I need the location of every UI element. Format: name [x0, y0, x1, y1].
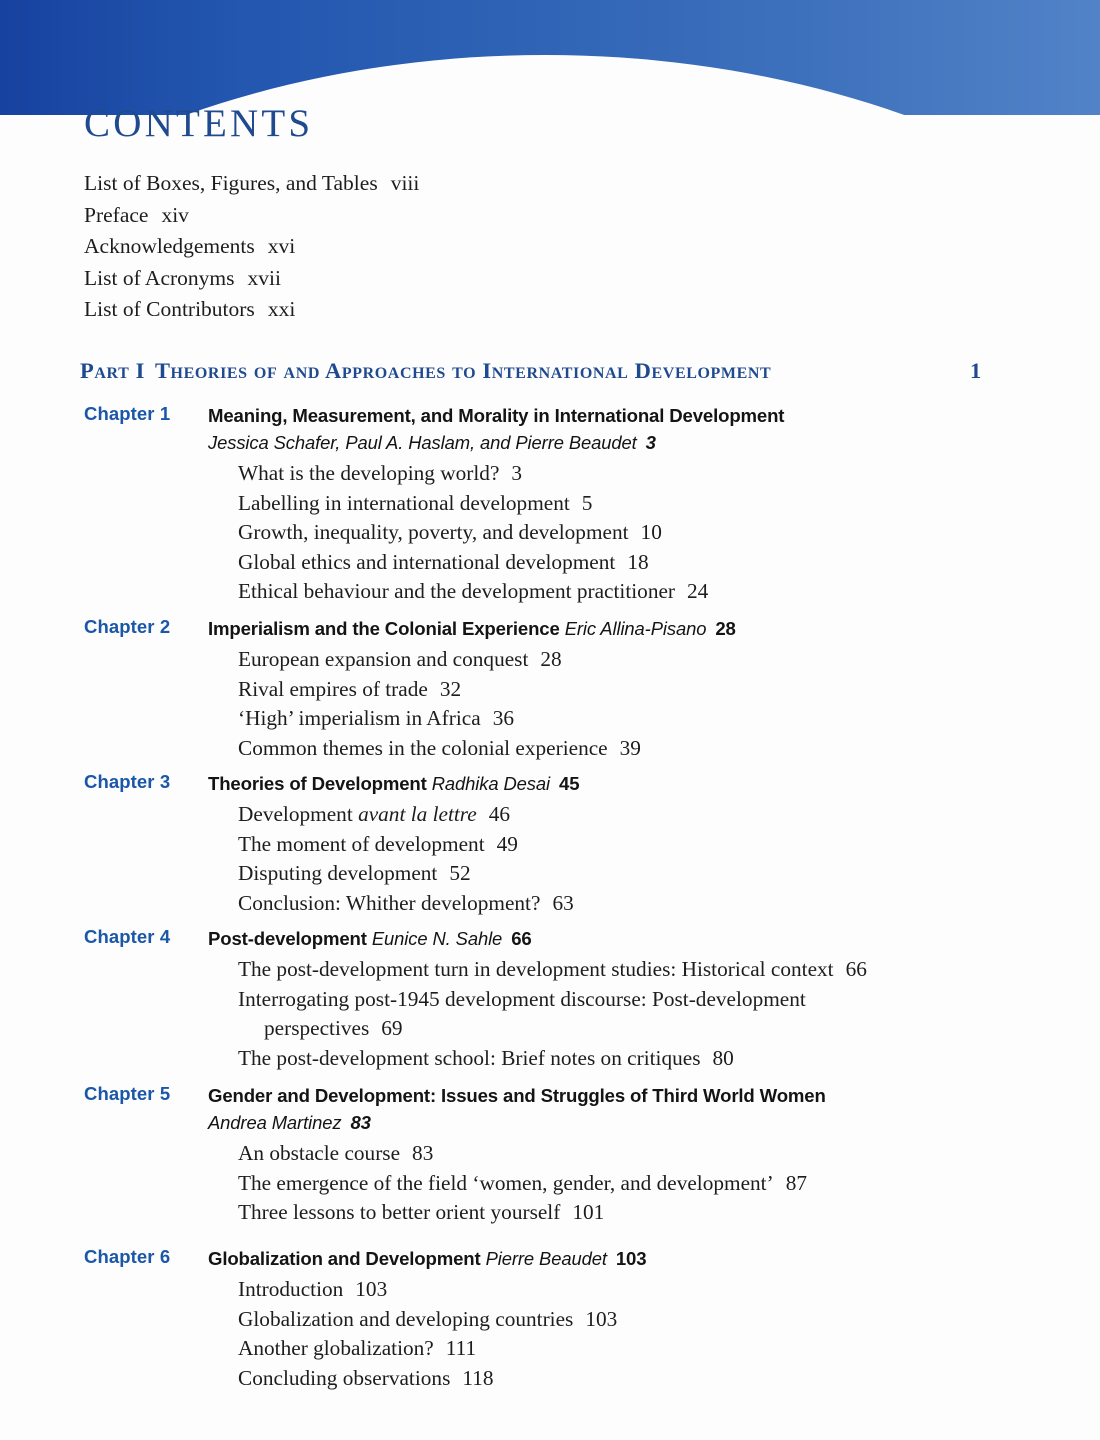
section-item[interactable] — [238, 645, 1020, 675]
section-page: 32 — [439, 676, 462, 701]
chapter-title: Post-development — [208, 928, 367, 949]
frontmatter-page: xiv — [161, 202, 189, 227]
section-page: 103 — [355, 1277, 388, 1301]
chapter-author: Eunice N. Sahle — [371, 928, 503, 949]
chapter-body — [208, 771, 1020, 918]
section-page: 3 — [511, 461, 523, 485]
chapter-entry[interactable] — [0, 771, 1020, 918]
chapter-label: Chapter 2 — [84, 616, 171, 637]
chapter-body — [208, 403, 1020, 607]
frontmatter-list — [84, 168, 784, 326]
section-item[interactable] — [238, 548, 1020, 578]
chapter-page-number: 103 — [615, 1248, 647, 1269]
section-item[interactable] — [238, 675, 1020, 705]
section-page: 103 — [585, 1306, 618, 1331]
part-title: Theories of and Approaches to International Development — [154, 358, 772, 383]
section-title: Common themes in the colonial experience — [238, 735, 608, 760]
list-item[interactable] — [84, 294, 784, 326]
chapter-label: Chapter 3 — [84, 771, 171, 792]
section-page: 24 — [687, 579, 709, 603]
chapter-title: Imperialism and the Colonial Experience — [208, 618, 560, 639]
chapter-title: Gender and Development: Issues and Struggles of Third World Women — [208, 1085, 826, 1106]
section-page: 49 — [496, 831, 518, 856]
section-item[interactable] — [238, 577, 1020, 607]
chapter-body — [208, 926, 1020, 1073]
chapter-page-number: 45 — [559, 773, 580, 794]
section-item[interactable] — [238, 489, 1020, 519]
chapter-author: Pierre Beaudet — [485, 1248, 607, 1269]
section-item[interactable] — [238, 1139, 1020, 1169]
chapter-body — [208, 1083, 1020, 1228]
chapter-entry[interactable] — [0, 926, 1020, 1073]
chapter-entry[interactable] — [0, 403, 1020, 607]
chapter-entry[interactable] — [0, 1083, 1020, 1228]
chapter-label: Chapter 5 — [84, 1083, 171, 1104]
section-list — [238, 800, 1020, 918]
section-page: 18 — [627, 549, 649, 574]
section-item[interactable] — [238, 734, 1020, 764]
frontmatter-label: List of Acronyms — [84, 265, 235, 290]
list-item[interactable] — [84, 168, 784, 200]
section-title: Conclusion: Whither development? — [238, 890, 541, 915]
frontmatter-page: viii — [390, 171, 420, 195]
section-title: The post-development turn in development studies: Historical context — [238, 957, 834, 981]
section-title-italic: avant la lettre — [358, 802, 477, 826]
frontmatter-page: xvii — [247, 265, 281, 290]
section-title: The moment of development — [238, 831, 485, 856]
section-title: Rival empires of trade — [238, 676, 428, 701]
section-title: Ethical behaviour and the development practitioner — [238, 579, 676, 603]
section-title: Globalization and developing countries — [238, 1306, 574, 1331]
chapter-label: Chapter 1 — [84, 403, 171, 424]
section-title: Global ethics and international development — [238, 549, 616, 574]
section-page: 87 — [785, 1170, 807, 1195]
frontmatter-label: Acknowledgements — [84, 234, 255, 258]
section-item[interactable] — [238, 1198, 1020, 1228]
section-item[interactable] — [238, 800, 1020, 830]
section-item[interactable] — [238, 1169, 1020, 1199]
section-page: 66 — [845, 957, 867, 981]
section-page: 5 — [581, 490, 593, 515]
section-page: 28 — [540, 647, 562, 671]
section-page: 39 — [619, 735, 641, 760]
section-title: What is the developing world? — [238, 461, 500, 485]
chapter-label: Chapter 4 — [84, 926, 171, 947]
section-item[interactable] — [238, 1275, 1020, 1305]
section-page: 80 — [712, 1045, 734, 1070]
section-page: 69 — [381, 1016, 403, 1040]
section-title: Growth, inequality, poverty, and development — [238, 520, 629, 544]
section-title: Concluding observations — [238, 1365, 451, 1390]
chapter-title: Globalization and Development — [208, 1248, 481, 1269]
frontmatter-page: xxi — [267, 297, 296, 321]
section-list — [238, 1275, 1020, 1393]
section-item[interactable] — [238, 830, 1020, 860]
part-heading[interactable] — [80, 358, 1040, 384]
section-page: 52 — [449, 861, 471, 885]
section-title: The emergence of the field ‘women, gender, and development’ — [238, 1170, 774, 1195]
frontmatter-label: Preface — [84, 202, 149, 227]
frontmatter-label: List of Contributors — [84, 297, 255, 321]
chapter-author: Eric Allina-Pisano — [564, 618, 707, 639]
section-item[interactable] — [238, 1334, 1020, 1364]
section-title: Three lessons to better orient yourself — [238, 1200, 561, 1224]
section-list — [238, 955, 1020, 1073]
section-page: 83 — [412, 1141, 434, 1165]
chapter-author-line — [208, 1109, 1020, 1136]
frontmatter-page: xvi — [267, 234, 296, 258]
section-page: 118 — [462, 1365, 494, 1390]
chapter-entry[interactable] — [0, 616, 1020, 763]
page-title: CONTENTS — [84, 102, 314, 145]
chapter-author: Andrea Martinez — [208, 1112, 342, 1133]
chapter-body — [208, 1246, 1020, 1393]
section-title: The post-development school: Brief notes on critiques — [238, 1045, 701, 1070]
section-item[interactable] — [238, 1044, 1020, 1074]
section-list — [238, 1139, 1020, 1228]
section-item[interactable] — [238, 955, 1020, 985]
chapter-page-number: 3 — [645, 432, 656, 453]
section-item[interactable] — [238, 859, 1020, 889]
section-list — [238, 645, 1020, 763]
section-item[interactable] — [238, 1305, 1020, 1335]
section-title: An obstacle course — [238, 1141, 401, 1165]
section-item[interactable] — [238, 985, 904, 1044]
section-page: 10 — [640, 520, 662, 544]
chapter-author-line — [208, 429, 1020, 456]
chapter-title: Theories of Development — [208, 773, 427, 794]
chapter-body — [208, 616, 1020, 763]
section-page: 101 — [572, 1200, 605, 1224]
section-page: 46 — [488, 802, 511, 826]
frontmatter-label: List of Boxes, Figures, and Tables — [84, 171, 378, 195]
chapter-title-line — [208, 1246, 1020, 1272]
chapter-title-line — [208, 616, 1020, 642]
section-title: Development avant la lettre — [238, 802, 477, 826]
list-item[interactable] — [84, 200, 784, 232]
part-label: Part I — [80, 358, 145, 383]
chapter-entry[interactable] — [0, 1246, 1020, 1393]
chapter-label: Chapter 6 — [84, 1246, 171, 1267]
part-page-number: 1 — [970, 358, 982, 383]
section-title: ‘High’ imperialism in Africa — [238, 706, 481, 730]
list-item[interactable] — [84, 263, 784, 295]
list-item[interactable] — [84, 231, 784, 263]
section-title: Labelling in international development — [238, 490, 570, 515]
section-title: Another globalization? — [238, 1336, 434, 1360]
chapter-page-number: 66 — [511, 928, 532, 949]
section-list — [238, 459, 1020, 607]
section-item[interactable] — [238, 459, 1020, 489]
chapter-title: Meaning, Measurement, and Morality in International Development — [208, 405, 785, 426]
section-item[interactable] — [238, 1364, 1020, 1394]
chapter-title-line — [208, 926, 1020, 952]
section-title: Interrogating post-1945 development discourse: Post-development perspectives — [238, 986, 806, 1040]
chapter-author: Jessica Schafer, Paul A. Haslam, and Pierre Beaudet — [208, 432, 637, 453]
section-page: 63 — [552, 890, 574, 915]
section-item[interactable] — [238, 518, 1020, 548]
chapter-title-line — [208, 771, 1020, 797]
section-item[interactable] — [238, 889, 1020, 919]
section-page: 111 — [445, 1336, 477, 1360]
chapter-page-number: 83 — [350, 1112, 371, 1133]
section-item[interactable] — [238, 704, 1020, 734]
section-title: Disputing development — [238, 861, 438, 885]
chapter-author: Radhika Desai — [431, 773, 551, 794]
section-page: 36 — [492, 706, 514, 730]
section-title: Introduction — [238, 1277, 344, 1301]
chapter-page-number: 28 — [715, 618, 736, 639]
section-title: European expansion and conquest — [238, 647, 529, 671]
